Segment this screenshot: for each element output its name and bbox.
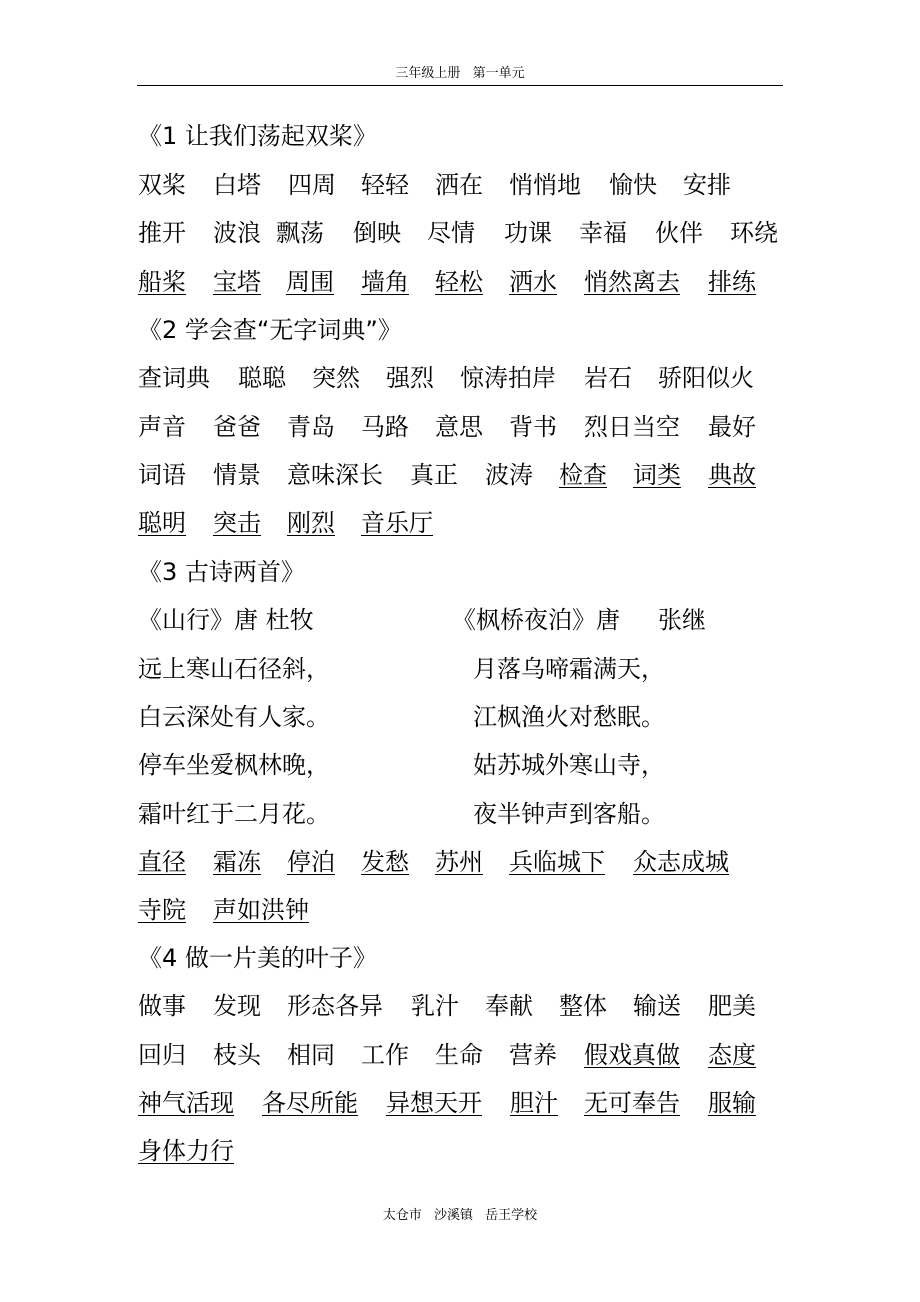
- word: 最好: [708, 413, 756, 441]
- word: 悄悄地: [509, 171, 581, 199]
- word: 停泊: [287, 848, 335, 876]
- word: 枝头: [213, 1041, 261, 1069]
- word: 众志成城: [633, 848, 729, 876]
- word: 苏州: [435, 848, 483, 876]
- footer-city: 太仓市: [382, 1208, 422, 1223]
- word: 青岛: [287, 413, 335, 441]
- word: 突击: [213, 509, 261, 537]
- word: 幸福: [579, 219, 627, 247]
- word: 形态各异: [287, 992, 383, 1020]
- word: 典故: [708, 461, 756, 489]
- word: 排练: [708, 268, 756, 296]
- word: 发现: [213, 992, 261, 1020]
- word: 词语: [138, 461, 186, 489]
- word: 神气活现: [138, 1089, 234, 1117]
- word: 推开: [138, 219, 186, 247]
- word: 肥美: [708, 992, 756, 1020]
- lesson-3-title: 《3 古诗两首》: [138, 558, 305, 586]
- word: 悄然离去: [584, 268, 680, 296]
- word: 轻松: [435, 268, 483, 296]
- word: 双桨: [138, 171, 186, 199]
- poem-line-3: [0, 741, 920, 789]
- word: 宝塔: [213, 268, 261, 296]
- word: 安排: [683, 171, 731, 199]
- word: 霜冻: [213, 848, 261, 876]
- word: 情景: [213, 461, 261, 489]
- word: 马路: [361, 413, 409, 441]
- poem-2-title: 《枫桥夜泊》唐: [452, 606, 620, 634]
- header-rule: [137, 85, 783, 86]
- word: 聪明: [138, 509, 186, 537]
- word: 意思: [435, 413, 483, 441]
- poem-line-4: [0, 790, 920, 838]
- poem-line-1: [0, 645, 920, 693]
- word: 声如洪钟: [213, 896, 309, 924]
- word: 爸爸: [213, 413, 261, 441]
- word: 营养: [509, 1041, 557, 1069]
- poem-1-line: 霜叶红于二月花。: [138, 800, 330, 828]
- word: 倒映: [353, 219, 401, 247]
- word: 环绕: [730, 219, 778, 247]
- word: 惊涛拍岸: [460, 364, 556, 392]
- word: 骄阳似火: [658, 364, 754, 392]
- word: 愉快: [609, 171, 657, 199]
- word: 船桨: [138, 268, 186, 296]
- word: 输送: [633, 992, 681, 1020]
- word: 声音: [138, 413, 186, 441]
- poem-2-line: 江枫渔火对愁眠。: [473, 703, 665, 731]
- word: 音乐厅: [361, 509, 433, 537]
- word: 整体: [559, 992, 607, 1020]
- poem-1-line: 白云深处有人家。: [138, 703, 330, 731]
- poem-1-line: 远上寒山石径斜，: [138, 655, 330, 683]
- word: 突然: [312, 364, 360, 392]
- word: 回归: [138, 1041, 186, 1069]
- word: 寺院: [138, 896, 186, 924]
- word: 做事: [138, 992, 186, 1020]
- lesson-2-title: 《2 学会查“无字词典”》: [138, 316, 402, 344]
- poem-2-line: 姑苏城外寒山寺，: [473, 751, 665, 779]
- word: 轻轻: [361, 171, 409, 199]
- word: 无可奉告: [584, 1089, 680, 1117]
- word: 背书: [509, 413, 557, 441]
- page-header: [137, 64, 783, 84]
- page-footer: [137, 1206, 783, 1226]
- word: 真正: [410, 461, 458, 489]
- footer-school: 岳王学校: [485, 1208, 538, 1223]
- footer-town: 沙溪镇: [433, 1208, 473, 1223]
- word: 四周: [288, 171, 336, 199]
- poem-line-2: [0, 693, 920, 741]
- word: 伙伴: [655, 219, 703, 247]
- word: 生命: [435, 1041, 483, 1069]
- word: 兵临城下: [509, 848, 605, 876]
- word: 聪聪: [238, 364, 286, 392]
- word: 烈日当空: [584, 413, 680, 441]
- word: 洒水: [509, 268, 557, 296]
- word: 墙角: [361, 268, 409, 296]
- lesson-4-title: 《4 做一片美的叶子》: [138, 944, 377, 972]
- header-unit: 第一单元: [472, 66, 525, 81]
- header-grade: 三年级上册: [395, 66, 461, 81]
- word: 功课: [504, 219, 552, 247]
- poem-1-title: 《山行》唐 杜牧: [138, 606, 314, 634]
- word: 异想天开: [386, 1089, 482, 1117]
- word: 周围: [286, 268, 334, 296]
- word: 强烈: [386, 364, 434, 392]
- poem-2-author: 张继: [658, 606, 706, 634]
- word: 直径: [138, 848, 186, 876]
- word: 假戏真做: [584, 1041, 680, 1069]
- word: 词类: [633, 461, 681, 489]
- word: 各尽所能: [262, 1089, 358, 1117]
- word: 岩石: [584, 364, 632, 392]
- word: 奉献: [485, 992, 533, 1020]
- word: 查词典: [138, 364, 210, 392]
- poem-1-line: 停车坐爱枫林晚，: [138, 751, 330, 779]
- word: 刚烈: [287, 509, 335, 537]
- word: 飘荡: [276, 219, 324, 247]
- word: 身体力行: [138, 1137, 234, 1165]
- word: 工作: [361, 1041, 409, 1069]
- word: 白塔: [213, 171, 261, 199]
- word: 发愁: [361, 848, 409, 876]
- word: 检查: [559, 461, 607, 489]
- word: 态度: [708, 1041, 756, 1069]
- word: 波浪: [213, 219, 261, 247]
- word: 洒在: [435, 171, 483, 199]
- word: 波涛: [485, 461, 533, 489]
- lesson-1-title: 《1 让我们荡起双桨》: [138, 122, 377, 150]
- word: 尽情: [427, 219, 475, 247]
- word: 服输: [708, 1089, 756, 1117]
- word: 胆汁: [510, 1089, 558, 1117]
- word: 相同: [287, 1041, 335, 1069]
- word: 意味深长: [287, 461, 383, 489]
- poem-2-line: 月落乌啼霜满天，: [473, 655, 665, 683]
- word: 乳汁: [411, 992, 459, 1020]
- poem-2-line: 夜半钟声到客船。: [473, 800, 665, 828]
